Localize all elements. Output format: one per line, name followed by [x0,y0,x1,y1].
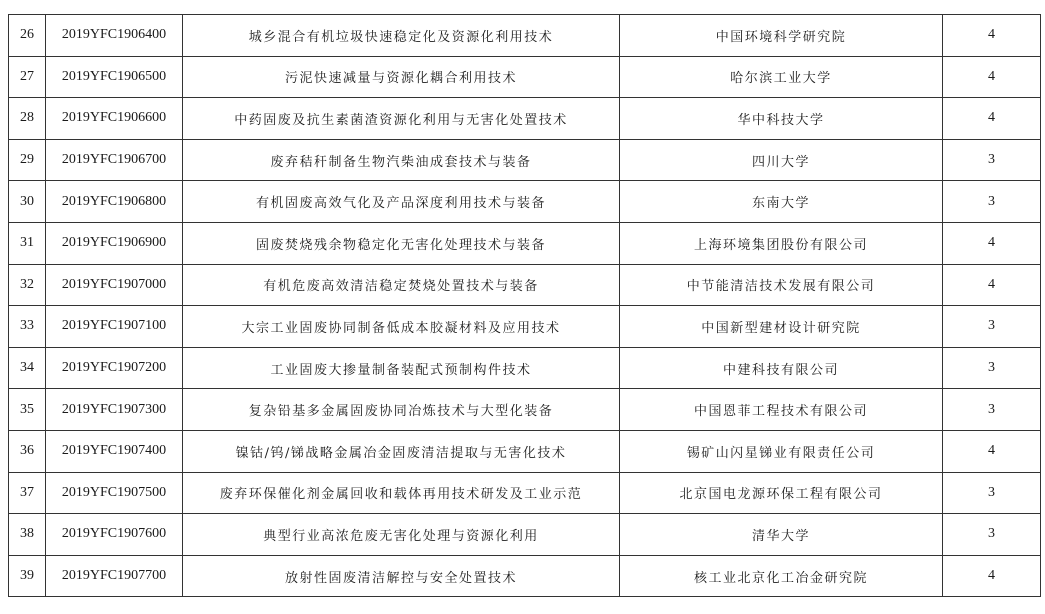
table-row [9,264,1041,306]
project-code-cell: 2019YFC1906900 [46,222,183,264]
project-title-cell: 固废焚烧残余物稳定化无害化处理技术与装备 [183,222,620,264]
project-table [8,14,1041,597]
table-row [9,222,1041,264]
organization-cell: 清华大学 [620,514,943,556]
project-title-cell: 大宗工业固废协同制备低成本胶凝材料及应用技术 [183,306,620,348]
project-code-cell: 2019YFC1907300 [46,389,183,431]
count-cell: 3 [943,514,1041,556]
organization-cell: 华中科技大学 [620,98,943,140]
project-title-cell: 有机危废高效清洁稳定焚烧处置技术与装备 [183,264,620,306]
organization-cell: 哈尔滨工业大学 [620,56,943,98]
organization-cell: 核工业北京化工冶金研究院 [620,555,943,597]
table-row [9,181,1041,223]
row-number-cell: 34 [9,347,46,389]
project-title-cell: 废弃环保催化剂金属回收和载体再用技术研发及工业示范 [183,472,620,514]
organization-cell: 四川大学 [620,139,943,181]
row-number-cell: 29 [9,139,46,181]
table-row [9,139,1041,181]
count-cell: 4 [943,222,1041,264]
table-row [9,514,1041,556]
organization-cell: 中国恩菲工程技术有限公司 [620,389,943,431]
count-cell: 4 [943,98,1041,140]
project-code-cell: 2019YFC1907200 [46,347,183,389]
count-cell: 4 [943,56,1041,98]
project-code-cell: 2019YFC1907600 [46,514,183,556]
row-number-cell: 33 [9,306,46,348]
row-number-cell: 30 [9,181,46,223]
table-row [9,347,1041,389]
table-row [9,430,1041,472]
project-title-cell: 放射性固废清洁解控与安全处置技术 [183,555,620,597]
organization-cell: 中国环境科学研究院 [620,15,943,57]
organization-cell: 中建科技有限公司 [620,347,943,389]
row-number-cell: 28 [9,98,46,140]
count-cell: 4 [943,264,1041,306]
row-number-cell: 27 [9,56,46,98]
table-body [9,15,1041,597]
table-row [9,389,1041,431]
project-code-cell: 2019YFC1906400 [46,15,183,57]
project-code-cell: 2019YFC1907400 [46,430,183,472]
table-row [9,56,1041,98]
table-row [9,98,1041,140]
project-code-cell: 2019YFC1906700 [46,139,183,181]
count-cell: 3 [943,389,1041,431]
project-code-cell: 2019YFC1906500 [46,56,183,98]
project-title-cell: 复杂铅基多金属固废协同冶炼技术与大型化装备 [183,389,620,431]
count-cell: 4 [943,555,1041,597]
organization-cell: 锡矿山闪星锑业有限责任公司 [620,430,943,472]
project-title-cell: 污泥快速减量与资源化耦合利用技术 [183,56,620,98]
project-code-cell: 2019YFC1907000 [46,264,183,306]
organization-cell: 东南大学 [620,181,943,223]
organization-cell: 北京国电龙源环保工程有限公司 [620,472,943,514]
project-title-cell: 城乡混合有机垃圾快速稳定化及资源化利用技术 [183,15,620,57]
project-title-cell: 镍钴/钨/锑战略金属冶金固废清洁提取与无害化技术 [183,430,620,472]
project-code-cell: 2019YFC1906800 [46,181,183,223]
count-cell: 3 [943,306,1041,348]
table-row [9,306,1041,348]
table-row [9,555,1041,597]
count-cell: 3 [943,139,1041,181]
organization-cell: 中节能清洁技术发展有限公司 [620,264,943,306]
row-number-cell: 31 [9,222,46,264]
row-number-cell: 36 [9,430,46,472]
row-number-cell: 39 [9,555,46,597]
project-code-cell: 2019YFC1906600 [46,98,183,140]
count-cell: 3 [943,472,1041,514]
row-number-cell: 38 [9,514,46,556]
row-number-cell: 37 [9,472,46,514]
count-cell: 4 [943,430,1041,472]
table-row [9,472,1041,514]
table-row [9,15,1041,57]
organization-cell: 中国新型建材设计研究院 [620,306,943,348]
count-cell: 3 [943,347,1041,389]
project-title-cell: 有机固废高效气化及产品深度利用技术与装备 [183,181,620,223]
row-number-cell: 32 [9,264,46,306]
row-number-cell: 26 [9,15,46,57]
project-code-cell: 2019YFC1907500 [46,472,183,514]
count-cell: 3 [943,181,1041,223]
project-code-cell: 2019YFC1907100 [46,306,183,348]
count-cell: 4 [943,15,1041,57]
organization-cell: 上海环境集团股份有限公司 [620,222,943,264]
project-title-cell: 中药固废及抗生素菌渣资源化利用与无害化处置技术 [183,98,620,140]
project-title-cell: 废弃秸秆制备生物汽柴油成套技术与装备 [183,139,620,181]
project-code-cell: 2019YFC1907700 [46,555,183,597]
project-title-cell: 工业固废大掺量制备装配式预制构件技术 [183,347,620,389]
row-number-cell: 35 [9,389,46,431]
project-title-cell: 典型行业高浓危废无害化处理与资源化利用 [183,514,620,556]
